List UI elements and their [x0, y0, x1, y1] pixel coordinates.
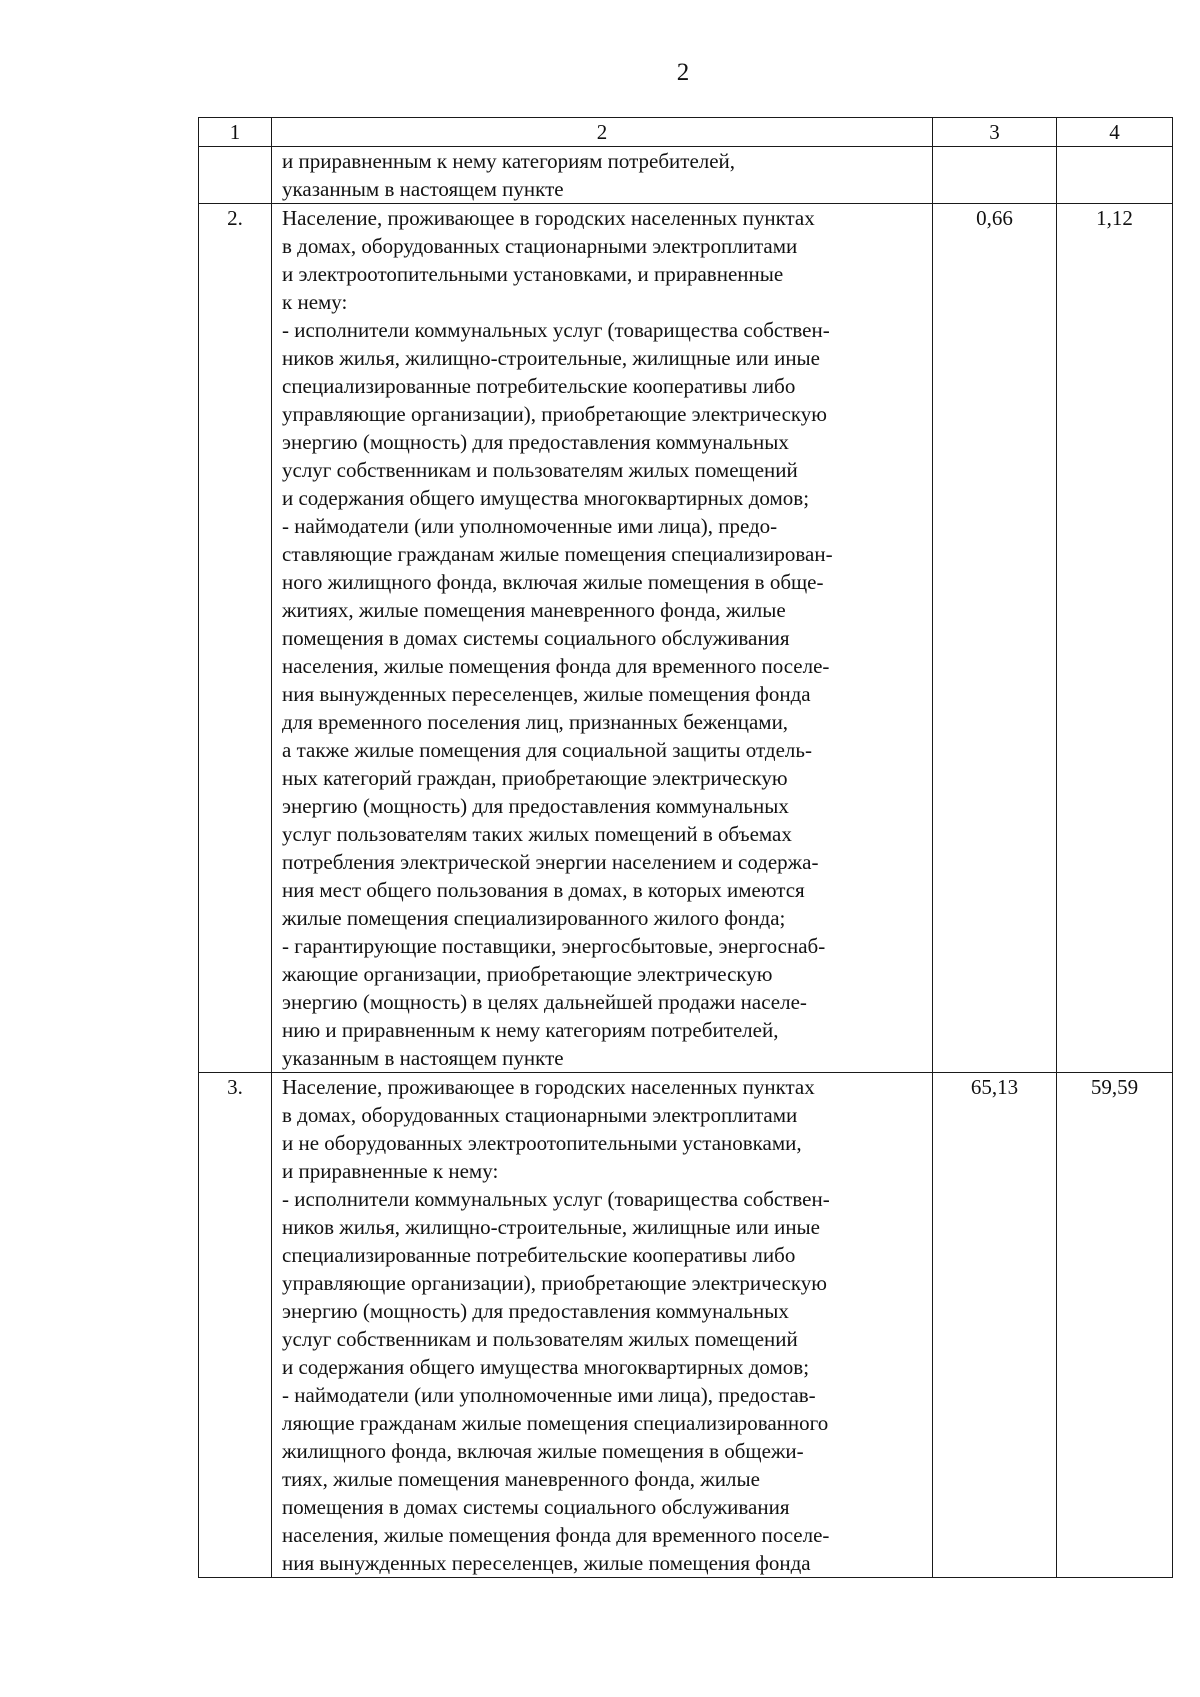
description-line: ляющие гражданам жилые помещения специализированного	[282, 1411, 829, 1435]
header-cell-2: 2	[272, 118, 933, 147]
header-cell-3: 3	[933, 118, 1057, 147]
description-line: энергию (мощность) для предоставления коммунальных	[282, 430, 789, 454]
description-line: житиях, жилые помещения маневренного фонда, жилые	[282, 598, 786, 622]
description-line: населения, жилые помещения фонда для временного поселе-	[282, 654, 830, 678]
description-line: - исполнители коммунальных услуг (товарищества собствен-	[282, 1187, 830, 1211]
description-line: указанным в настоящем пункте	[282, 177, 564, 201]
description-line: нию и приравненным к нему категориям потребителей,	[282, 1018, 779, 1042]
description-line: специализированные потребительские кооперативы либо	[282, 1243, 796, 1267]
row-number-cell	[199, 147, 272, 204]
page-number: 2	[676, 59, 690, 86]
description-line: и приравненные к нему:	[282, 1159, 499, 1183]
description-line: ных категорий граждан, приобретающие электрическую	[282, 766, 788, 790]
description-line: ставляющие гражданам жилые помещения специализирован-	[282, 542, 833, 566]
description-line: потребления электрической энергии населением и содержа-	[282, 850, 819, 874]
description-cell	[272, 1073, 933, 1578]
description-line: - исполнители коммунальных услуг (товарищества собствен-	[282, 318, 830, 342]
value-cell-col4: 1,12	[1057, 204, 1173, 1073]
description-line: к нему:	[282, 290, 348, 314]
description-cell	[272, 147, 933, 204]
description-line: услуг собственникам и пользователям жилых помещений	[282, 1327, 798, 1351]
description-cell	[272, 204, 933, 1073]
description-line: для временного поселения лиц, признанных беженцами,	[282, 710, 789, 734]
row-number-cell: 3.	[199, 1073, 272, 1578]
value-cell-col3: 0,66	[933, 204, 1057, 1073]
header-cell-1: 1	[199, 118, 272, 147]
table-row	[199, 1073, 1173, 1578]
value-cell-col4	[1057, 147, 1173, 204]
description-line: - гарантирующие поставщики, энергосбытовые, энергоснаб-	[282, 934, 826, 958]
description-line: населения, жилые помещения фонда для временного поселе-	[282, 1523, 830, 1547]
description-line: в домах, оборудованных стационарными электроплитами	[282, 234, 798, 258]
description-line: жилищного фонда, включая жилые помещения в общежи-	[282, 1439, 804, 1463]
description-line: и содержания общего имущества многоквартирных домов;	[282, 486, 810, 510]
description-line: и содержания общего имущества многоквартирных домов;	[282, 1355, 810, 1379]
description-line: ников жилья, жилищно-строительные, жилищные или иные	[282, 346, 820, 370]
description-line: тиях, жилые помещения маневренного фонда, жилые	[282, 1467, 760, 1491]
description-line: жающие организации, приобретающие электрическую	[282, 962, 773, 986]
description-line: жилые помещения специализированного жилого фонда;	[282, 906, 786, 930]
description-line: - наймодатели (или уполномоченные ими лица), предостав-	[282, 1383, 816, 1407]
description-line: в домах, оборудованных стационарными электроплитами	[282, 1103, 798, 1127]
description-line: и приравненным к нему категориям потребителей,	[282, 149, 736, 173]
description-line: услуг пользователям таких жилых помещений в объемах	[282, 822, 792, 846]
description-line: указанным в настоящем пункте	[282, 1046, 564, 1070]
description-line: ния мест общего пользования в домах, в которых имеются	[282, 878, 805, 902]
description-line: и электроотопительными установками, и приравненные	[282, 262, 784, 286]
description-line: ния вынужденных переселенцев, жилые помещения фонда	[282, 1551, 811, 1575]
row-number-cell: 2.	[199, 204, 272, 1073]
description-line: управляющие организации), приобретающие электрическую	[282, 1271, 827, 1295]
description-line: услуг собственникам и пользователям жилых помещений	[282, 458, 798, 482]
description-line: помещения в домах системы социального обслуживания	[282, 1495, 790, 1519]
header-cell-4: 4	[1057, 118, 1173, 147]
value-cell-col3: 65,13	[933, 1073, 1057, 1578]
description-line: специализированные потребительские кооперативы либо	[282, 374, 796, 398]
description-line: помещения в домах системы социального обслуживания	[282, 626, 790, 650]
description-line: энергию (мощность) в целях дальнейшей продажи населе-	[282, 990, 807, 1014]
description-line: энергию (мощность) для предоставления коммунальных	[282, 794, 789, 818]
description-line: и не оборудованных электроотопительными установками,	[282, 1131, 802, 1155]
tariff-table	[198, 117, 1173, 1578]
value-cell-col4: 59,59	[1057, 1073, 1173, 1578]
description-line: энергию (мощность) для предоставления коммунальных	[282, 1299, 789, 1323]
description-line: Население, проживающее в городских населенных пунктах	[282, 206, 815, 230]
value-cell-col3	[933, 147, 1057, 204]
description-line: ного жилищного фонда, включая жилые помещения в обще-	[282, 570, 824, 594]
description-line: ния вынужденных переселенцев, жилые помещения фонда	[282, 682, 811, 706]
description-line: а также жилые помещения для социальной защиты отдель-	[282, 738, 812, 762]
table-row	[199, 147, 1173, 204]
table-row	[199, 204, 1173, 1073]
description-line: управляющие организации), приобретающие электрическую	[282, 402, 827, 426]
description-line: Население, проживающее в городских населенных пунктах	[282, 1075, 815, 1099]
description-line: ников жилья, жилищно-строительные, жилищные или иные	[282, 1215, 820, 1239]
table-header-row	[199, 118, 1173, 147]
description-line: - наймодатели (или уполномоченные ими лица), предо-	[282, 514, 778, 538]
